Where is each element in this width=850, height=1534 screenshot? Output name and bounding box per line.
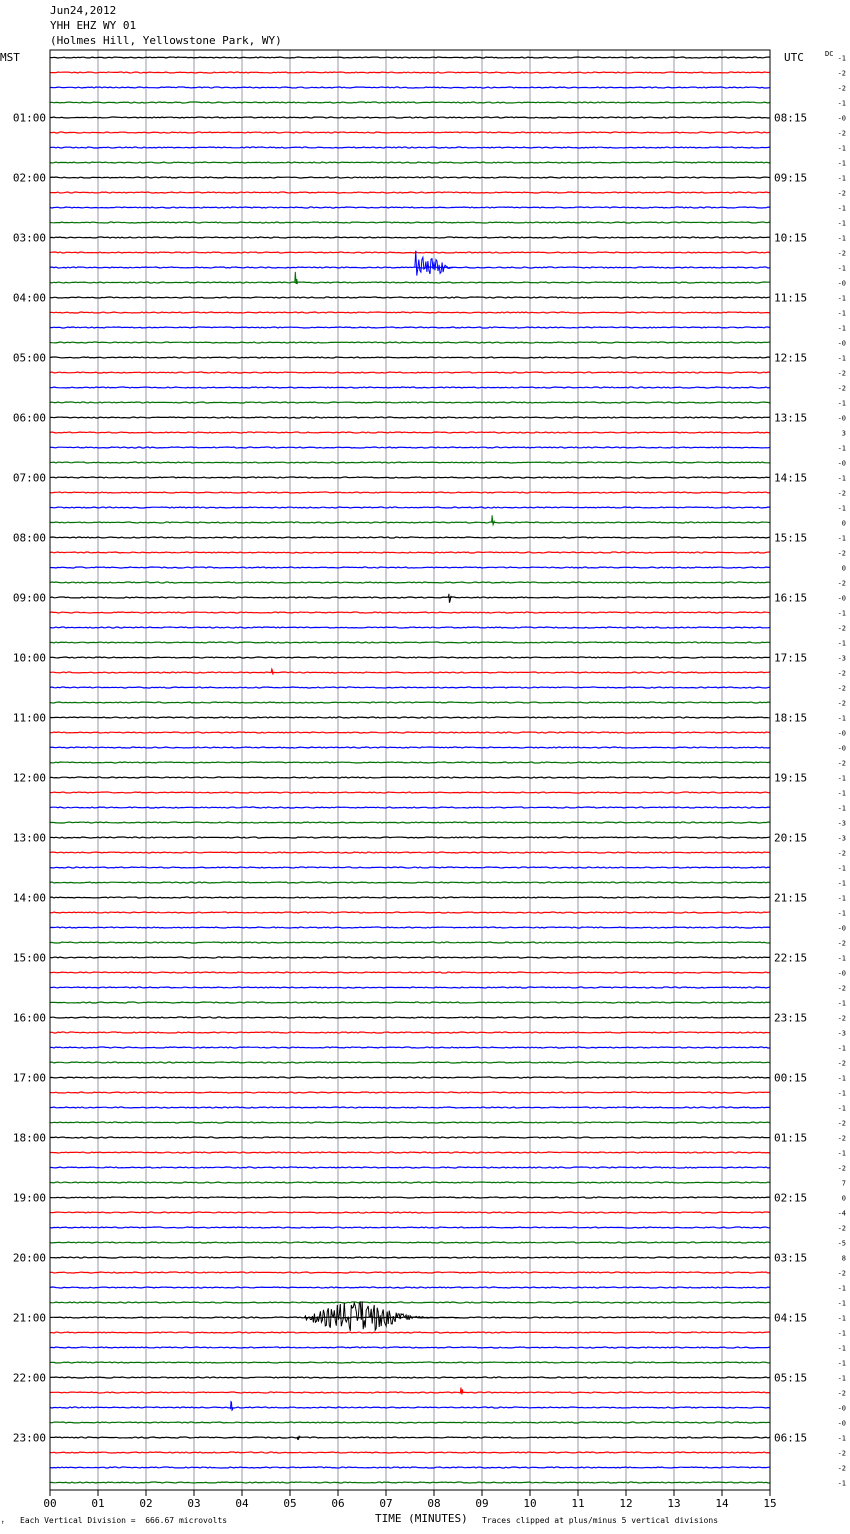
trace-line (50, 1302, 770, 1303)
trace-line (50, 462, 770, 463)
dc-offset-label: -0 (837, 729, 846, 738)
trace-line (50, 162, 770, 163)
record-date: Jun24,2012 (50, 4, 117, 17)
dc-offset-label: -1 (837, 1374, 846, 1383)
trace-line (50, 297, 770, 298)
left-hour-label: 10:00 (12, 651, 46, 665)
dc-offset-label: -1 (837, 534, 846, 543)
right-hour-label: 13:15 (774, 411, 808, 425)
dc-offset-label: -1 (837, 1299, 846, 1308)
trace-line (50, 1197, 770, 1198)
dc-offset-label: -1 (837, 54, 846, 63)
trace-line (50, 792, 770, 793)
x-tick-label: 14 (715, 1497, 729, 1510)
right-hour-label: 15:15 (774, 531, 808, 545)
trace-line (50, 972, 770, 973)
x-tick-label: 00 (43, 1497, 57, 1510)
trace-line (50, 882, 770, 883)
dc-offset-label: -2 (837, 1059, 846, 1068)
x-tick-label: 02 (139, 1497, 153, 1510)
right-hour-label: 11:15 (774, 291, 808, 305)
x-tick-label: 03 (187, 1497, 201, 1510)
left-zone-label: MST (0, 51, 20, 64)
trace-line (50, 1377, 770, 1378)
trace-line (50, 1242, 770, 1243)
trace-line (50, 1122, 770, 1123)
trace-line (50, 1422, 770, 1423)
trace-line (50, 807, 770, 808)
dc-offset-label: -1 (837, 1089, 846, 1098)
dc-offset-label: -2 (837, 849, 846, 858)
dc-offset-label: -2 (837, 1014, 846, 1023)
trace-line (50, 102, 770, 103)
dc-offset-label: -0 (837, 279, 846, 288)
trace-line (50, 1407, 770, 1408)
trace-line (50, 72, 770, 73)
trace-line (50, 507, 770, 508)
trace-line (50, 1482, 770, 1483)
dc-offset-label: -2 (837, 1224, 846, 1233)
x-tick-label: 12 (619, 1497, 633, 1510)
dc-offset-label: -2 (837, 759, 846, 768)
seismic-event-waveform (304, 1301, 458, 1330)
dc-offset-label: -2 (837, 684, 846, 693)
left-hour-label: 23:00 (12, 1431, 46, 1445)
seismic-event-waveform (492, 515, 495, 524)
dc-offset-label: -1 (837, 174, 846, 183)
trace-line (50, 132, 770, 133)
seismic-event-waveform (295, 272, 298, 284)
trace-line (50, 672, 770, 673)
footer-clip-note: Traces clipped at plus/minus 5 vertical divisions (482, 1516, 719, 1525)
dc-offset-label: -1 (837, 714, 846, 723)
trace-line (50, 207, 770, 208)
dc-offset-label: -2 (837, 549, 846, 558)
right-hour-label: 14:15 (774, 471, 808, 485)
dc-label: DC (825, 50, 834, 58)
dc-offset-label: -1 (837, 504, 846, 513)
dc-offset-label: -2 (837, 579, 846, 588)
right-hour-label: 16:15 (774, 591, 808, 605)
dc-offset-label: -1 (837, 294, 846, 303)
dc-offset-label: -0 (837, 114, 846, 123)
trace-line (50, 822, 770, 823)
footer-corner-mark: ↑ (1, 1519, 5, 1526)
trace-line (50, 1467, 770, 1468)
dc-offset-label: -1 (837, 1479, 846, 1488)
right-hour-label: 10:15 (774, 231, 808, 245)
left-hour-label: 09:00 (12, 591, 46, 605)
dc-offset-label: -1 (837, 354, 846, 363)
trace-line (50, 1107, 770, 1108)
trace-line (50, 1257, 770, 1258)
x-axis-title: TIME (MINUTES) (375, 1512, 468, 1525)
trace-line (50, 597, 770, 598)
trace-line (50, 312, 770, 313)
dc-offset-label: -1 (837, 99, 846, 108)
trace-line (50, 567, 770, 568)
dc-offset-label: -2 (837, 1449, 846, 1458)
trace-line (50, 717, 770, 718)
x-tick-label: 04 (235, 1497, 249, 1510)
trace-line (50, 1212, 770, 1213)
right-hour-label: 19:15 (774, 771, 808, 785)
trace-line (50, 372, 770, 373)
x-tick-label: 13 (667, 1497, 681, 1510)
dc-offset-label: -1 (837, 474, 846, 483)
dc-offset-label: -1 (837, 789, 846, 798)
left-hour-label: 19:00 (12, 1191, 46, 1205)
dc-offset-label: -2 (837, 189, 846, 198)
dc-offset-label: -1 (837, 894, 846, 903)
dc-offset-label: -3 (837, 834, 846, 843)
left-hour-label: 01:00 (12, 111, 46, 125)
left-hour-label: 07:00 (12, 471, 46, 485)
dc-offset-label: -0 (837, 744, 846, 753)
dc-offset-label: -1 (837, 879, 846, 888)
right-zone-label: UTC (784, 51, 804, 64)
trace-line (50, 222, 770, 223)
dc-offset-label: -2 (837, 384, 846, 393)
dc-offset-label: -1 (837, 1314, 846, 1323)
trace-line (50, 1287, 770, 1288)
dc-offset-label: -1 (837, 1329, 846, 1338)
trace-line (50, 147, 770, 148)
left-hour-label: 15:00 (12, 951, 46, 965)
trace-line (50, 387, 770, 388)
trace-line (50, 552, 770, 553)
x-tick-label: 10 (523, 1497, 537, 1510)
left-hour-label: 20:00 (12, 1251, 46, 1265)
dc-offset-label: -1 (837, 1104, 846, 1113)
left-hour-label: 14:00 (12, 891, 46, 905)
trace-line (50, 897, 770, 898)
dc-offset-label: -1 (837, 1344, 846, 1353)
trace-line (50, 702, 770, 703)
dc-offset-label: 7 (841, 1179, 846, 1188)
trace-line (50, 927, 770, 928)
trace-line (50, 57, 770, 58)
dc-offset-label: -3 (837, 819, 846, 828)
trace-line (50, 1062, 770, 1063)
left-hour-label: 02:00 (12, 171, 46, 185)
x-tick-label: 01 (91, 1497, 105, 1510)
trace-line (50, 417, 770, 418)
dc-offset-label: -1 (837, 234, 846, 243)
trace-line (50, 642, 770, 643)
dc-offset-label: -2 (837, 624, 846, 633)
trace-line (50, 357, 770, 358)
dc-offset-label: 0 (841, 564, 846, 573)
trace-line (50, 612, 770, 613)
right-hour-label: 18:15 (774, 711, 808, 725)
dc-offset-label: 0 (841, 1194, 846, 1203)
x-tick-label: 09 (475, 1497, 489, 1510)
dc-offset-label: -2 (837, 129, 846, 138)
dc-offset-label: -1 (837, 144, 846, 153)
dc-offset-label: -2 (837, 1464, 846, 1473)
dc-offset-label: -2 (837, 84, 846, 93)
trace-line (50, 837, 770, 838)
trace-line (50, 912, 770, 913)
trace-line (50, 1017, 770, 1018)
dc-offset-label: -2 (837, 369, 846, 378)
left-hour-label: 13:00 (12, 831, 46, 845)
dc-offset-label: -4 (837, 1209, 846, 1218)
trace-line (50, 447, 770, 448)
station-code: YHH EHZ WY 01 (50, 19, 137, 32)
dc-offset-label: -1 (837, 999, 846, 1008)
right-hour-label: 05:15 (774, 1371, 808, 1385)
dc-offset-label: -0 (837, 459, 846, 468)
trace-line (50, 1452, 770, 1453)
trace-line (50, 537, 770, 538)
trace-line (50, 987, 770, 988)
trace-line (50, 957, 770, 958)
right-hour-label: 03:15 (774, 1251, 808, 1265)
trace-line (50, 747, 770, 748)
trace-lines (50, 57, 770, 1483)
trace-line (50, 117, 770, 118)
trace-line (50, 1152, 770, 1153)
seismic-event-waveform (230, 1402, 233, 1411)
trace-line (50, 327, 770, 328)
trace-line (50, 777, 770, 778)
trace-line (50, 1002, 770, 1003)
trace-line (50, 687, 770, 688)
dc-offset-label: -2 (837, 699, 846, 708)
left-hour-label: 08:00 (12, 531, 46, 545)
x-tick-label: 11 (571, 1497, 585, 1510)
trace-line (50, 867, 770, 868)
dc-offset-label: -1 (837, 1434, 846, 1443)
trace-line (50, 1362, 770, 1363)
right-hour-label: 22:15 (774, 951, 808, 965)
dc-offset-label: -2 (837, 939, 846, 948)
trace-line (50, 237, 770, 238)
left-hour-label: 12:00 (12, 771, 46, 785)
dc-offset-label: -2 (837, 984, 846, 993)
trace-line (50, 1092, 770, 1093)
dc-offset-label: -1 (837, 804, 846, 813)
dc-offset-label: -0 (837, 969, 846, 978)
seismic-event-waveform (460, 1388, 463, 1395)
dc-offset-label: -1 (837, 1074, 846, 1083)
x-tick-label: 06 (331, 1497, 345, 1510)
trace-line (50, 1392, 770, 1393)
left-hour-label: 05:00 (12, 351, 46, 365)
dc-offset-label: -1 (837, 159, 846, 168)
dc-offset-label: -2 (837, 1164, 846, 1173)
trace-line (50, 1437, 770, 1438)
right-hour-label: 17:15 (774, 651, 808, 665)
dc-offset-label: -1 (837, 954, 846, 963)
dc-offset-label: -1 (837, 204, 846, 213)
right-hour-label: 08:15 (774, 111, 808, 125)
dc-offset-label: -2 (837, 669, 846, 678)
dc-offset-label: -1 (837, 324, 846, 333)
dc-offset-label: -1 (837, 219, 846, 228)
dc-offset-label: -2 (837, 249, 846, 258)
trace-line (50, 627, 770, 628)
dc-offset-label: 0 (841, 519, 846, 528)
dc-offset-label: -3 (837, 1029, 846, 1038)
dc-offset-label: -1 (837, 399, 846, 408)
right-hour-label: 06:15 (774, 1431, 808, 1445)
trace-line (50, 267, 770, 268)
right-hour-label: 04:15 (774, 1311, 808, 1325)
dc-offset-label: -1 (837, 774, 846, 783)
event-waveforms (230, 251, 495, 1440)
x-tick-label: 05 (283, 1497, 297, 1510)
dc-offset-label: 8 (841, 1254, 846, 1263)
right-hour-label: 09:15 (774, 171, 808, 185)
left-hour-label: 18:00 (12, 1131, 46, 1145)
right-hour-label: 12:15 (774, 351, 808, 365)
dc-offset-label: -0 (837, 414, 846, 423)
trace-line (50, 177, 770, 178)
trace-line (50, 1272, 770, 1273)
dc-offset-label: -5 (837, 1239, 846, 1248)
dc-offset-label: -1 (837, 909, 846, 918)
trace-line (50, 1077, 770, 1078)
trace-line (50, 192, 770, 193)
trace-line (50, 1227, 770, 1228)
dc-offset-label: -0 (837, 1419, 846, 1428)
trace-line (50, 942, 770, 943)
trace-line (50, 762, 770, 763)
dc-offset-label: -0 (837, 339, 846, 348)
right-hour-label: 00:15 (774, 1071, 808, 1085)
dc-offset-label: -1 (837, 1359, 846, 1368)
left-hour-label: 21:00 (12, 1311, 46, 1325)
trace-line (50, 432, 770, 433)
dc-offset-label: -1 (837, 864, 846, 873)
dc-offset-label: -3 (837, 654, 846, 663)
dc-offset-label: -1 (837, 264, 846, 273)
footer-scale-note: Each Vertical Division = 666.67 microvolts (20, 1516, 228, 1525)
dc-offset-label: -0 (837, 594, 846, 603)
trace-line (50, 1182, 770, 1183)
dc-offset-label: -2 (837, 489, 846, 498)
trace-line (50, 402, 770, 403)
dc-offset-label: -2 (837, 1134, 846, 1143)
right-hour-label: 01:15 (774, 1131, 808, 1145)
trace-line (50, 1167, 770, 1168)
trace-line (50, 522, 770, 523)
trace-line (50, 342, 770, 343)
trace-line (50, 1332, 770, 1333)
trace-line (50, 87, 770, 88)
dc-offset-label: -1 (837, 1284, 846, 1293)
dc-offset-label: -1 (837, 1149, 846, 1158)
dc-offset-label: -0 (837, 1404, 846, 1413)
left-hour-label: 11:00 (12, 711, 46, 725)
dc-offset-label: -1 (837, 1044, 846, 1053)
dc-offset-label: 3 (841, 429, 846, 438)
left-hour-label: 04:00 (12, 291, 46, 305)
trace-line (50, 492, 770, 493)
plot-frame (50, 50, 770, 1490)
trace-line (50, 477, 770, 478)
right-hour-label: 20:15 (774, 831, 808, 845)
left-hour-label: 22:00 (12, 1371, 46, 1385)
station-location: (Holmes Hill, Yellowstone Park, WY) (50, 34, 282, 47)
x-tick-label: 15 (763, 1497, 777, 1510)
x-tick-label: 08 (427, 1497, 441, 1510)
left-hour-label: 16:00 (12, 1011, 46, 1025)
trace-line (50, 252, 770, 253)
right-hour-label: 23:15 (774, 1011, 808, 1025)
left-hour-label: 03:00 (12, 231, 46, 245)
dc-offset-label: -2 (837, 1389, 846, 1398)
trace-line (50, 732, 770, 733)
right-hour-label: 21:15 (774, 891, 808, 905)
trace-line (50, 1032, 770, 1033)
dc-offset-label: -1 (837, 309, 846, 318)
dc-offset-label: -2 (837, 1269, 846, 1278)
trace-line (50, 282, 770, 283)
dc-offset-label: -1 (837, 639, 846, 648)
trace-line (50, 1047, 770, 1048)
trace-line (50, 852, 770, 853)
trace-line (50, 657, 770, 658)
x-tick-label: 07 (379, 1497, 393, 1510)
left-hour-label: 17:00 (12, 1071, 46, 1085)
trace-line (50, 582, 770, 583)
dc-offset-label: -1 (837, 444, 846, 453)
dc-offset-label: -0 (837, 924, 846, 933)
dc-offset-label: -2 (837, 69, 846, 78)
trace-line (50, 1137, 770, 1138)
trace-line (50, 1347, 770, 1348)
dc-offset-label: -2 (837, 1119, 846, 1128)
dc-offset-label: -1 (837, 609, 846, 618)
left-hour-label: 06:00 (12, 411, 46, 425)
right-hour-label: 02:15 (774, 1191, 808, 1205)
